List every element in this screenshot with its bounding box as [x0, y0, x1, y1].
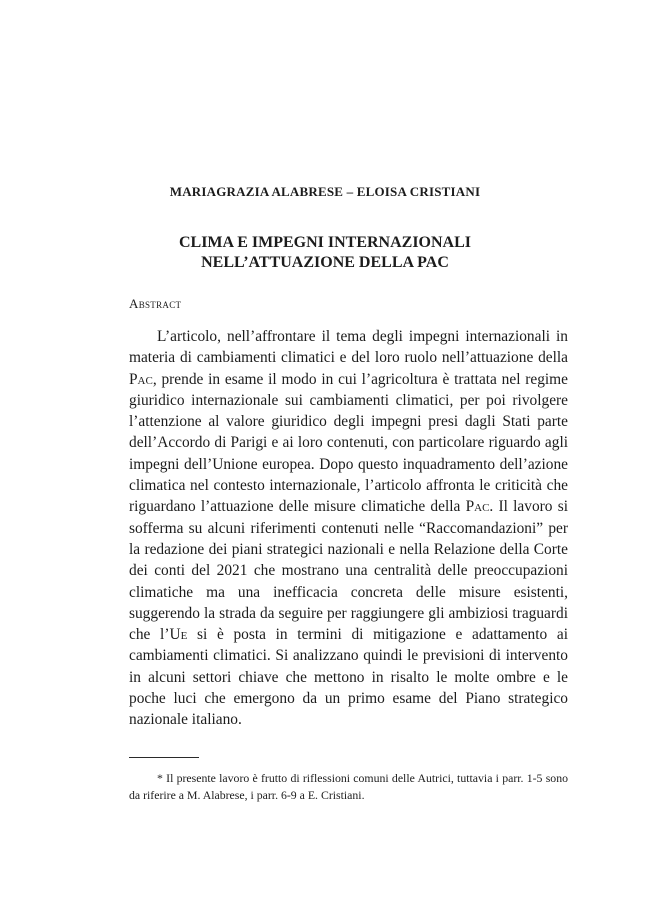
paper-title [0, 233, 650, 273]
abstract-text-part-1: L’articolo, nell’affrontare il tema degli impegni internazionali in materia di cambiamenti climatici e del loro ruolo nell’attuazione della [129, 328, 568, 367]
abstract-body [129, 326, 568, 731]
pac-acronym: Pac [465, 498, 490, 516]
abstract-text-part-2: , prende in esame il modo in cui l’agricoltura è trattata nel regime giuridico internazionale sui cambiamenti climatici, per poi rivolgere l’attenzione al valore giuridico degli impegni presi dagli Stati parte dell’Accordo di Parigi e ai loro contenuti, con particolare riguardo agli impegni dell’Unione europea. Dopo questo inquadramento dell’azione climatica nel contesto internazionale, l’articolo affronta le criticità che riguardano l’attuazione delle misure climatiche della [129, 370, 568, 516]
pac-acronym: Pac [129, 370, 153, 388]
abstract-text-part-4: si è posta in termini di mitigazione e adattamento ai cambiamenti climatici. Si analizzano quindi le previsioni di intervento in alcuni settori chiave che mettono in risalto le molte ombre e le poche luci che emergono da un primo esame del Piano strategico nazionale italiano. [129, 626, 568, 729]
footnote-separator [129, 757, 199, 758]
paper-title-line-1: CLIMA E IMPEGNI INTERNAZIONALI [178, 234, 472, 251]
paper-title-line-2: NELL’ATTUAZIONE DELLA PAC [201, 254, 449, 271]
abstract-heading: Abstract [129, 296, 182, 311]
ue-acronym: Ue [169, 626, 188, 644]
author-names: MARIAGRAZIA ALABRESE – ELOISA CRISTIANI [169, 184, 481, 199]
footnote: * Il presente lavoro è frutto di riflessioni comuni delle Autrici, tuttavia i parr. 1-5 sono da riferire a M. Alabrese, i parr. 6-9 a E. Cristiani. [129, 771, 568, 802]
abstract-text-part-3: . Il lavoro si sofferma su alcuni riferimenti contenuti nelle “Raccomandazioni” per la redazione dei piani strategici nazionali e nella Relazione della Corte dei conti del 2021 che mostrano una centralità delle preoccupazioni climatiche ma una inefficacia concreta delle misure esistenti, suggerendo la strada da seguire per raggiungere gli ambiziosi traguardi che l’ [129, 498, 568, 644]
